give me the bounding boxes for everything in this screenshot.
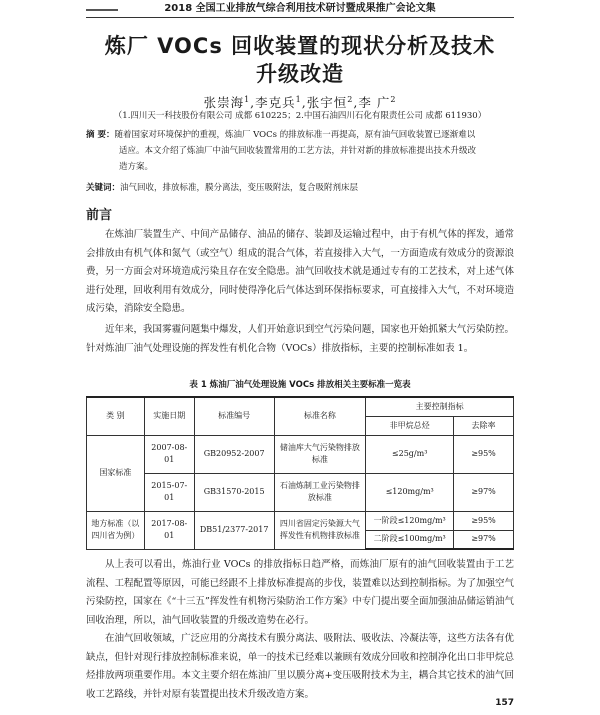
paper-title-line2: 升级改造 xyxy=(256,62,344,86)
table-cell-name: 石油炼制工业污染物排放标准 xyxy=(274,473,366,511)
paragraph-1: 在炼油厂装置生产、中间产品储存、油品的储存、装卸及运输过程中，由于有机气体的挥发，通常会排放由有机气体和氮气（或空气）组成的混合气体，若直接排入大气，一方面造成有效成分的资源浪费，另一方面会对环境造成污染且存在安全隐患。油气回收技术就是通过专有的工艺技术，对上述气体进行处理，回收利用有效成分，同时使得净化后气体达到环保指标要求，可直接排入大气，不对环境造成污染，消除安全隐患。 xyxy=(86,229,514,314)
page-number: 157 xyxy=(495,698,514,708)
table-cell-removal: ≥97% xyxy=(454,473,514,511)
table-row xyxy=(87,473,514,511)
table-cell-nmhc: 二阶段≤100mg/m³ xyxy=(366,530,454,549)
table-header-date: 实施日期 xyxy=(144,397,194,435)
author-name: 李 广 xyxy=(358,95,391,111)
paper-title-line1: 炼厂 VOCs 回收装置的现状分析及技术 xyxy=(104,34,496,58)
author-list: 张崇海$^1$,李克兵$^1$,张宇恒$^2$,李 广$^2$ xyxy=(203,95,397,111)
table-header-nmhc: 非甲烷总烃 xyxy=(366,416,454,435)
table-header-number: 标准编号 xyxy=(194,397,274,435)
affiliations: （1.四川天一科技股份有限公司 成都 610225；2.中国石油四川石化有限责任公司 成都 611930） xyxy=(113,111,487,121)
keywords-text: 油气回收，排放标准，膜分离法，变压吸附法，复合吸附剂床层 xyxy=(120,183,359,193)
table-cell-nmhc: 一阶段≤120mg/m³ xyxy=(366,511,454,530)
table-cell-nmhc: ≤120mg/m³ xyxy=(366,473,454,511)
abstract-text-line2: 适应。本文介绍了炼油厂中油气回收装置常用的工艺方法，并针对新的排放标准提出技术升级改 xyxy=(119,146,477,156)
standards-table xyxy=(86,396,514,550)
author-name: 张宇恒 xyxy=(306,95,348,111)
table-group-national: 国家标准 xyxy=(87,435,145,511)
author-affil-mark: 2 xyxy=(390,95,397,104)
keywords-label: 关键词： xyxy=(86,183,121,193)
table-cell-date: 2007-08-01 xyxy=(144,435,194,473)
table-row xyxy=(87,511,514,530)
table-header-category: 类 别 xyxy=(87,397,145,435)
table-cell-name: 储油库大气污染物排放标准 xyxy=(274,435,366,473)
table-cell-number: GB20952-2007 xyxy=(194,435,274,473)
table-cell-removal: ≥95% xyxy=(454,435,514,473)
author-affil-mark: 1 xyxy=(295,95,302,104)
running-header: 2018 全国工业排放气综合利用技术研讨暨成果推广会论文集 xyxy=(164,3,436,14)
table-row xyxy=(87,435,514,473)
table-cell-removal: ≥97% xyxy=(454,530,514,549)
abstract-text-line3: 造方案。 xyxy=(119,162,154,172)
table-cell-number: DB51/2377-2017 xyxy=(194,511,274,549)
paragraph-3: 从上表可以看出，炼油行业 VOCs 的排放指标日趋严格，而炼油厂原有的油气回收装置由于工艺流程、工程配置等原因，可能已经跟不上排放标准提高的步伐，装置难以达到控制指标。为了加强空气污染防控，国家在《“十三五”挥发性有机物污染防治工作方案》中专门提出要全面加强油品储运销油气回收治理，所以，油气回收装置的升级改造势在必行。 xyxy=(86,559,514,626)
table-cell-removal: ≥95% xyxy=(454,511,514,530)
keywords xyxy=(86,181,514,195)
section-heading: 前言 xyxy=(86,208,113,223)
abstract-label: 摘 要： xyxy=(86,130,115,140)
table-header-name: 标准名称 xyxy=(274,397,366,435)
table-cell-nmhc: ≤25g/m³ xyxy=(366,435,454,473)
paragraph-4: 在油气回收领域，广泛应用的分离技术有膜分离法、吸附法、吸收法、冷凝法等，这些方法各有优缺点，但针对现行排放控制标准来说，单一的技术已经难以兼顾有效成分回收和控制净化出口非甲烷总烃排放两项重要作用。本文主要介绍在炼油厂里以膜分离+变压吸附技术为主，耦合其它技术的油气回收工艺路线，并针对原有装置提出技术升级改造方案。 xyxy=(86,633,514,700)
table-cell-date: 2015-07-01 xyxy=(144,473,194,511)
table-header-indicators: 主要控制指标 xyxy=(366,397,514,416)
author-name: 张崇海 xyxy=(203,95,245,111)
abstract-text-line1: 随着国家对环境保护的重视，炼油厂 VOCs 的排放标准一再提高，原有油气回收装置已逐渐难以 xyxy=(114,130,476,140)
table-header-removal: 去除率 xyxy=(454,416,514,435)
table-cell-name: 四川省固定污染源大气挥发性有机物排放标准 xyxy=(274,511,366,549)
table-caption: 表 1 炼油厂油气处理设施 VOCs 排放相关主要标准一览表 xyxy=(189,380,411,390)
abstract xyxy=(86,127,514,175)
table-cell-number: GB31570-2015 xyxy=(194,473,274,511)
author-affil-mark: 2 xyxy=(347,95,354,104)
author-name: 李克兵 xyxy=(255,95,296,111)
header-rule xyxy=(86,17,514,18)
table-cell-date: 2017-08-01 xyxy=(144,511,194,549)
table-group-local: 地方标准（以四川省为例） xyxy=(87,511,145,549)
author-affil-mark: 1 xyxy=(244,95,251,104)
paragraph-2: 近年来，我国雾霾问题集中爆发，人们开始意识到空气污染问题，国家也开始抓紧大气污染防控。针对炼油厂油气处理设施的挥发性有机化合物（VOCs）排放指标，主要的控制标准如表 1。 xyxy=(86,324,514,354)
